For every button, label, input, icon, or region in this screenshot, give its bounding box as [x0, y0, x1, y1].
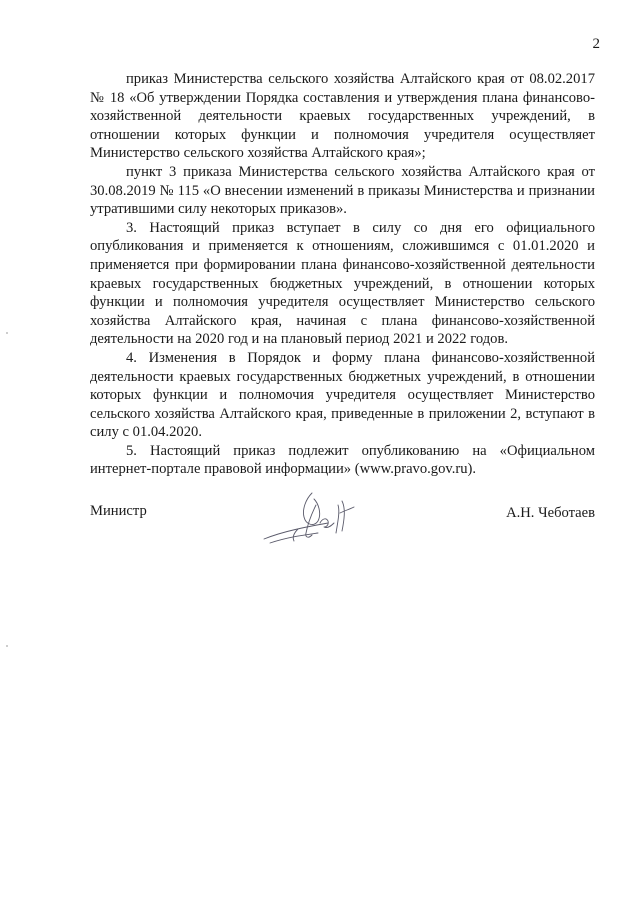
paragraph-repealed-order-1: приказ Министерства сельского хозяйства Алтайского края от 08.02.2017 № 18 «Об утверждении Порядка составления и утверждения плана финансово-хозяйственной деятельности краевых государственных учреждений, в отношении которых функции и полномочия учредителя осуществляет Министерство сельского хозяйства Алтайского края»; — [90, 71, 595, 162]
scan-artifact-dot — [6, 645, 8, 647]
paragraph-item-3: 3. Настоящий приказ вступает в силу со дня его официального опубликования и применяется к отношениям, сложившимся с 01.01.2020 и применяется при формировании плана финансово-хозяйственной деятельности краевых государственных бюджетных учреждений, в отношении которых функции и полномочия учредителя осуществляет Министерство сельского хозяйства Алтайского края, начиная с плана финансово-хозяйственной деятельности на 2020 год и на плановый период 2021 и 2022 годов. — [90, 219, 595, 348]
document-body — [90, 70, 595, 479]
signer-title: Министр — [90, 503, 147, 519]
page-number: 2 — [592, 36, 600, 52]
paragraph-repealed-order-2: пункт 3 приказа Министерства сельского хозяйства Алтайского края от 30.08.2019 № 115 «О внесении изменений в приказы Министерства и признании утратившими силу некоторых приказов». — [90, 163, 595, 218]
signature-block — [90, 503, 595, 563]
paragraph-item-5: 5. Настоящий приказ подлежит опубликованию на «Официальном интернет-портале правовой информации» (www.pravo.gov.ru). — [90, 442, 595, 478]
handwritten-signature-icon — [258, 483, 378, 555]
scan-artifact-dot — [6, 332, 8, 334]
signer-name: А.Н. Чеботаев — [506, 505, 595, 521]
paragraph-item-4: 4. Изменения в Порядок и форму плана финансово-хозяйственной деятельности краевых государственных бюджетных учреждений, в отношении которых функции и полномочия учредителя осуществляет Министерство сельского хозяйства Алтайского края, приведенные в приложении 2, вступают в силу с 01.04.2020. — [90, 349, 595, 441]
